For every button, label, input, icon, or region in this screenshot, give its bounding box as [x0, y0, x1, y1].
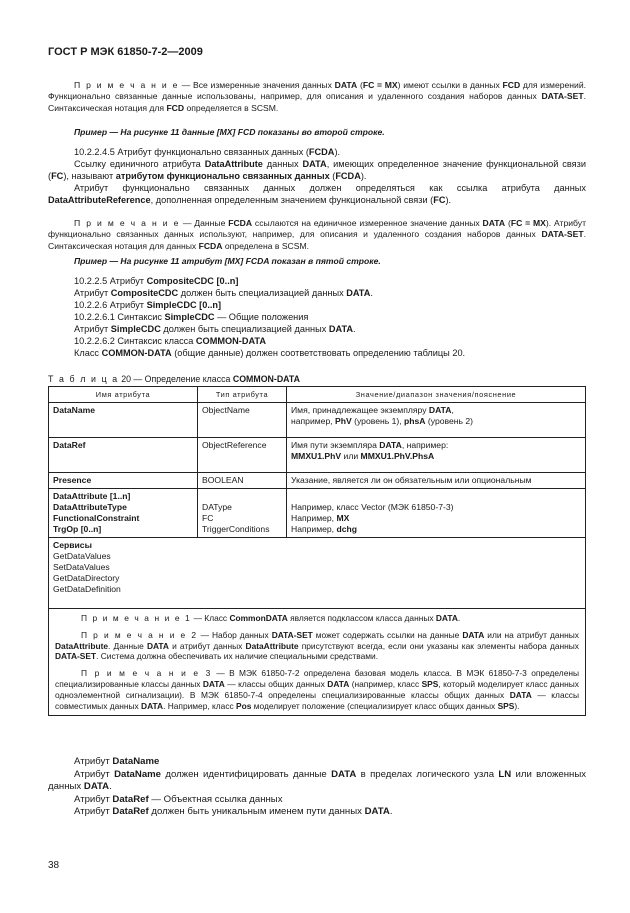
example-fcda: Пример — На рисунке 11 атрибут [MX] FCDA показан в пятой строке. — [74, 256, 381, 266]
paragraph: Атрибут DataName должен идентифицировать данные DATA в пределах логического узла LN или вложенных данных DATA. — [48, 768, 587, 793]
paragraph: Атрибут функционально связанных данных должен определяться как ссылка атрибута данных DataAttributeReference, дополненная определенным значением функциональной связи (FC). — [48, 183, 586, 205]
common-data-table — [48, 386, 586, 716]
section-heading: 10.2.2.5 Атрибут CompositeCDC [0..n] — [74, 276, 239, 286]
paragraph: Атрибут DataName — [74, 756, 160, 767]
note-label: П р и м е ч а н и е — [74, 80, 179, 90]
table-note-3: П р и м е ч а н и е 3 — В МЭК 61850-7-2 определена базовая модель класса. В МЭК 61850-7-3 определены специализированные классы данных DATA — классы общих данных DATA (например, класс SPS, который моделирует класс данных одноэлементной сигнализации). В МЭК 61850-7-4 определены специализированные классы общих данных DATA — классы совместимых данных DATA. Например, класс Pos моделирует положение (специализирует класс общих данных SPS). — [55, 668, 579, 711]
section-heading: 10.2.2.6.1 Синтаксис SimpleCDC — Общие положения — [74, 312, 309, 322]
table-row-notes — [49, 609, 586, 716]
table-note-2: П р и м е ч а н и е 2 — Набор данных DATA-SET может содержать ссылки на данные DATA или на атрибут данных DataAttribute. Данные DATA и атрибут данных DataAttribute присутствуют всегда, если они указаны как элементы набора данных DATA-SET. Система должна обеспечивать их наличие специальными средствами. — [55, 629, 579, 662]
paragraph: Атрибут CompositeCDC должен быть специализацией данных DATA. — [74, 288, 373, 298]
section-heading: 10.2.2.4.5 Атрибут функционально связанных данных (FCDA). — [74, 147, 341, 157]
table-row-services: Сервисы GetDataValues SetDataValues GetDataDirectory GetDataDefinition — [49, 538, 586, 609]
table-row: DataAttribute [1..n] DataAttributeType FunctionalConstraint TrgOp [0..n] DAType FC TriggerConditions Например, класс Vector (МЭК 61850-7-3) Например, MX Например, dchg — [49, 489, 586, 538]
paragraph: Атрибут DataRef — Объектная ссылка данных — [74, 793, 283, 805]
table-header-row — [49, 387, 586, 403]
table-row: DataName ObjectName Имя, принадлежащее экземпляру DATA, например, PhV (уровень 1), phsA (уровень 2) — [49, 403, 586, 438]
section-data-attributes — [48, 756, 586, 819]
column-header: Тип атрибута — [198, 387, 287, 403]
section-heading: 10.2.2.6.2 Синтаксис класса COMMON-DATA — [74, 336, 267, 346]
section-10-2-2-5-to-6-2 — [48, 275, 586, 359]
table-row: DataRef ObjectReference Имя пути экземпляра DATA, например: MMXU1.PhV или MMXU1.PhV.PhsA — [49, 438, 586, 473]
table-row: Presence BOOLEAN Указание, является ли он обязательным или опциональным — [49, 473, 586, 489]
section-heading: 10.2.2.6 Атрибут SimpleCDC [0..n] — [74, 300, 222, 310]
section-10-2-2-4-5 — [48, 146, 586, 206]
table-caption: Т а б л и ц а 20 — Определение класса COMMON-DATA — [48, 374, 300, 384]
column-header: Значение/диапазон значения/пояснение — [287, 387, 586, 403]
table-note-1: П р и м е ч а н и е 1 — Класс CommonDATA является подклассом класса данных DATA. — [81, 613, 461, 623]
paragraph: Атрибут DataRef должен быть уникальным именем пути данных DATA. — [74, 806, 393, 818]
paragraph: Ссылку единичного атрибута DataAttribute данных DATA, имеющих определенное значение функциональной связи (FC), называют атрибутом функционально связанных данных (FCDA). — [48, 159, 586, 181]
note-fcda: П р и м е ч а н и е — Данные FCDA ссылаются на единичное измеренное значение данных DATA (FC = MX). Атрибут функционально связанных данных используют, например, для описания и удаленного создания наборов данных DATA-SET. Синтаксическая нотация для данных FCDA определена в SCSM. — [48, 218, 587, 251]
paragraph: Атрибут SimpleCDC должен быть специализацией данных DATA. — [74, 324, 356, 334]
example-fcd: Пример — На рисунке 11 данные [MX] FCD показаны во второй строке. — [74, 127, 385, 137]
page-number: 38 — [48, 860, 60, 871]
document-header: ГОСТ Р МЭК 61850-7-2—2009 — [48, 46, 203, 58]
column-header: Имя атрибута — [49, 387, 198, 403]
note-measured-values: П р и м е ч а н и е — Все измеренные значения данных DATA (FC = MX) имеют ссылки в данных FCD для измерений. Функционально связанные данные использованы, например, для описания и удаленного создания наборов данных DATA-SET. Синтаксическая нотация для FCD определяется в SCSM. — [48, 80, 587, 113]
paragraph: Класс COMMON-DATA (общие данные) должен соответствовать определению таблицы 20. — [74, 348, 466, 358]
note-label: П р и м е ч а н и е — [74, 218, 181, 228]
